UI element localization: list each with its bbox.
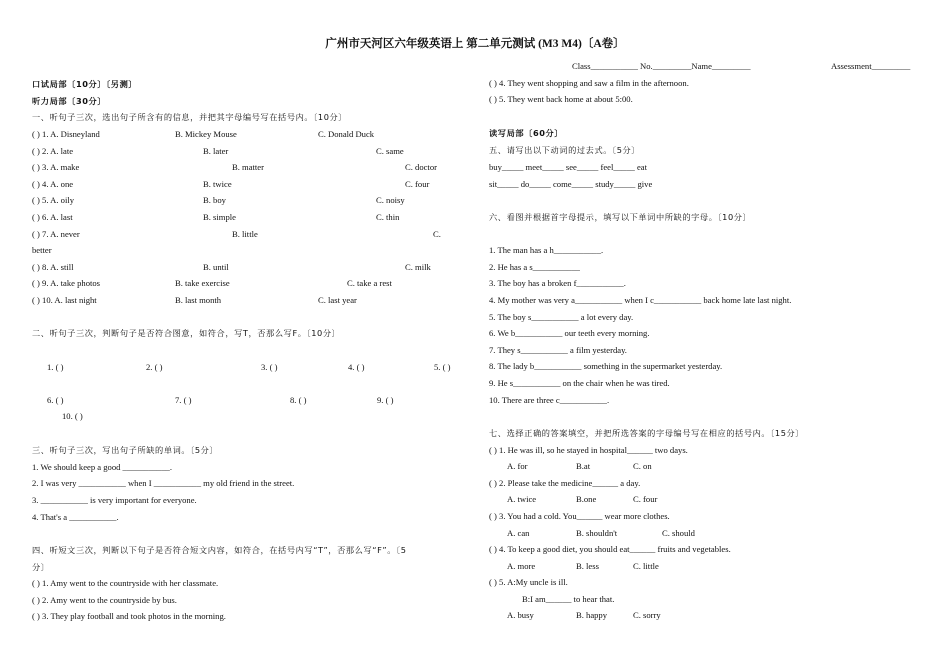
s7-q2: ( ) 2. Please take the medicine______ a day. xyxy=(489,478,641,488)
s6-line-7: 7. They s___________ a film yesterday. xyxy=(489,345,627,355)
s1-item-3-a: ( ) 3. A. make xyxy=(32,162,80,172)
s1-item-4-c: C. four xyxy=(405,179,430,189)
s7-q3: ( ) 3. You had a cold. You______ wear more clothes. xyxy=(489,511,670,521)
s1-item-7-c: C. xyxy=(433,229,441,239)
s7-q5-reply: B:I am______ to hear that. xyxy=(522,594,615,604)
s4-line-2: ( ) 2. Amy went to the countryside by bus. xyxy=(32,595,177,605)
s2-mark-4: 4. ( ) xyxy=(348,362,365,372)
s7-q3-option-b: B. shouldn't xyxy=(576,528,618,538)
s6-line-5: 5. The boy s___________ a lot every day. xyxy=(489,312,634,322)
s2-mark-1: 1. ( ) xyxy=(47,362,64,372)
s7-q5-option-c: C. sorry xyxy=(633,610,661,620)
s1-item-10-a: ( ) 10. A. last night xyxy=(32,295,97,305)
s1-item-9-a: ( ) 9. A. take photos xyxy=(32,278,101,288)
section7-heading: 七、选择正确的答案填空，并把所选答案的字母编号写在相应的括号内。〔15分〕 xyxy=(489,428,805,438)
s7-q1-option-a: A. for xyxy=(507,461,528,471)
s1-item-8-a: ( ) 8. A. still xyxy=(32,262,74,272)
s2-mark-7: 7. ( ) xyxy=(175,395,192,405)
s1-item-2-b: B. later xyxy=(203,146,229,156)
s1-item-10-c: C. last year xyxy=(318,295,357,305)
s1-item-3-b: B. matter xyxy=(232,162,264,172)
s1-item-8-c: C. milk xyxy=(405,262,431,272)
section5-heading: 五、请写出以下动词的过去式。〔5分〕 xyxy=(489,145,641,155)
s6-line-6: 6. We b___________ our teeth every morning. xyxy=(489,328,650,338)
s7-q1: ( ) 1. He was ill, so he stayed in hospital______ two days. xyxy=(489,445,688,455)
s1-item-5-c: C. noisy xyxy=(376,195,405,205)
s5-row-1: buy_____ meet_____ see_____ feel_____ eat xyxy=(489,162,647,172)
s7-q2-option-c: C. four xyxy=(633,494,658,504)
s2-mark-9: 9. ( ) xyxy=(377,395,394,405)
assessment-line: Assessment_________ xyxy=(831,61,911,71)
s4-line-5: ( ) 5. They went back home at about 5:00. xyxy=(489,94,633,104)
s1-item-4-b: B. twice xyxy=(203,179,232,189)
s1-item-6-b: B. simple xyxy=(203,212,236,222)
s1-item-1-b: B. Mickey Mouse xyxy=(175,129,237,139)
s3-line-4: 4. That's a ___________. xyxy=(32,512,119,522)
section2-heading: 二、听句子三次，判断句子是否符合图意，如符合，写T，否那么写F。〔10分〕 xyxy=(32,328,341,338)
s1-item-3-c: C. doctor xyxy=(405,162,437,172)
section6-heading: 六、看图并根据首字母提示，填写以下单词中所缺的字母。〔10分〕 xyxy=(489,212,752,222)
s7-q4: ( ) 4. To keep a good diet, you should eat______ fruits and vegetables. xyxy=(489,544,731,554)
s6-line-10: 10. There are three c___________. xyxy=(489,395,610,405)
s7-q5-option-a: A. busy xyxy=(507,610,534,620)
section4-heading-wrap: 分〕 xyxy=(32,562,50,572)
s2-mark-3: 3. ( ) xyxy=(261,362,278,372)
s1-item-1-c: C. Donald Duck xyxy=(318,129,375,139)
s1-item-6-a: ( ) 6. A. last xyxy=(32,212,73,222)
s6-line-2: 2. He has a s___________ xyxy=(489,262,580,272)
s7-q5: ( ) 5. A:My uncle is ill. xyxy=(489,577,568,587)
s7-q2-option-b: B.one xyxy=(576,494,597,504)
s4-line-3: ( ) 3. They play football and took photos in the morning. xyxy=(32,611,226,621)
s6-line-8: 8. The lady b___________ something in the supermarket yesterday. xyxy=(489,361,723,371)
s2-mark-5: 5. ( ) xyxy=(434,362,451,372)
s4-line-1: ( ) 1. Amy went to the countryside with her classmate. xyxy=(32,578,219,588)
s4-line-4: ( ) 4. They went shopping and saw a film in the afternoon. xyxy=(489,78,689,88)
s1-item-7-wrap: better xyxy=(32,245,52,255)
s1-item-5-b: B. boy xyxy=(203,195,226,205)
section1-heading: 一、听句子三次，选出句子所含有的信息，并把其字母编号写在括号内。〔10分〕 xyxy=(32,112,348,122)
s7-q1-option-c: C. on xyxy=(633,461,652,471)
s7-q4-option-a: A. more xyxy=(507,561,536,571)
s7-q1-option-b: B.at xyxy=(576,461,591,471)
s1-item-8-b: B. until xyxy=(203,262,229,272)
s1-item-5-a: ( ) 5. A. oily xyxy=(32,195,75,205)
s1-item-2-c: C. same xyxy=(376,146,404,156)
oral-section-heading: 口试局部〔10分〕〔另测〕 xyxy=(32,79,138,89)
s6-line-1: 1. The man has a h___________. xyxy=(489,245,604,255)
s3-line-3: 3. ___________ is very important for everyone. xyxy=(32,495,197,505)
listening-section-heading: 听力局部〔30分〕 xyxy=(32,96,107,106)
s2-mark-2: 2. ( ) xyxy=(146,362,163,372)
s1-item-9-b: B. take exercise xyxy=(175,278,230,288)
s7-q4-option-b: B. less xyxy=(576,561,599,571)
s3-line-1: 1. We should keep a good ___________. xyxy=(32,462,172,472)
s1-item-7-a: ( ) 7. A. never xyxy=(32,229,80,239)
s7-q5-option-b: B. happy xyxy=(576,610,608,620)
s7-q3-option-a: A. can xyxy=(507,528,530,538)
section3-heading: 三、听句子三次，写出句子所缺的单词。〔5分〕 xyxy=(32,445,219,455)
s1-item-7-b: B. little xyxy=(232,229,258,239)
s6-line-9: 9. He s___________ on the chair when he was tired. xyxy=(489,378,670,388)
s1-item-2-a: ( ) 2. A. late xyxy=(32,146,74,156)
s1-item-10-b: B. last month xyxy=(175,295,222,305)
s7-q3-option-c: C. should xyxy=(662,528,695,538)
s6-line-4: 4. My mother was very a___________ when I c___________ back home late last night. xyxy=(489,295,792,305)
section4-heading: 四、听短文三次，判断以下句子是否符合短文内容，如符合，在括号内写“T”，否那么写“F”。〔5 xyxy=(32,545,407,555)
s2-mark-10: 10. ( ) xyxy=(62,411,83,421)
s6-line-3: 3. The boy has a broken f___________. xyxy=(489,278,626,288)
s2-mark-8: 8. ( ) xyxy=(290,395,307,405)
s7-q4-option-c: C. little xyxy=(633,561,659,571)
page-title: 广州市天河区六年级英语上 第二单元测试 (M3 M4)〔A卷〕 xyxy=(325,38,625,50)
reading-writing-heading: 读写局部〔60分〕 xyxy=(489,128,564,138)
s5-row-2: sit_____ do_____ come_____ study_____ give xyxy=(489,179,653,189)
s3-line-2: 2. I was very ___________ when I ___________ my old friend in the street. xyxy=(32,478,295,488)
s1-item-1-a: ( ) 1. A. Disneyland xyxy=(32,129,100,139)
s1-item-9-c: C. take a rest xyxy=(347,278,392,288)
class-info-line: Class___________ No._________Name_________ xyxy=(572,61,751,71)
s2-mark-6: 6. ( ) xyxy=(47,395,64,405)
s7-q2-option-a: A. twice xyxy=(507,494,537,504)
s1-item-4-a: ( ) 4. A. one xyxy=(32,179,74,189)
s1-item-6-c: C. thin xyxy=(376,212,400,222)
